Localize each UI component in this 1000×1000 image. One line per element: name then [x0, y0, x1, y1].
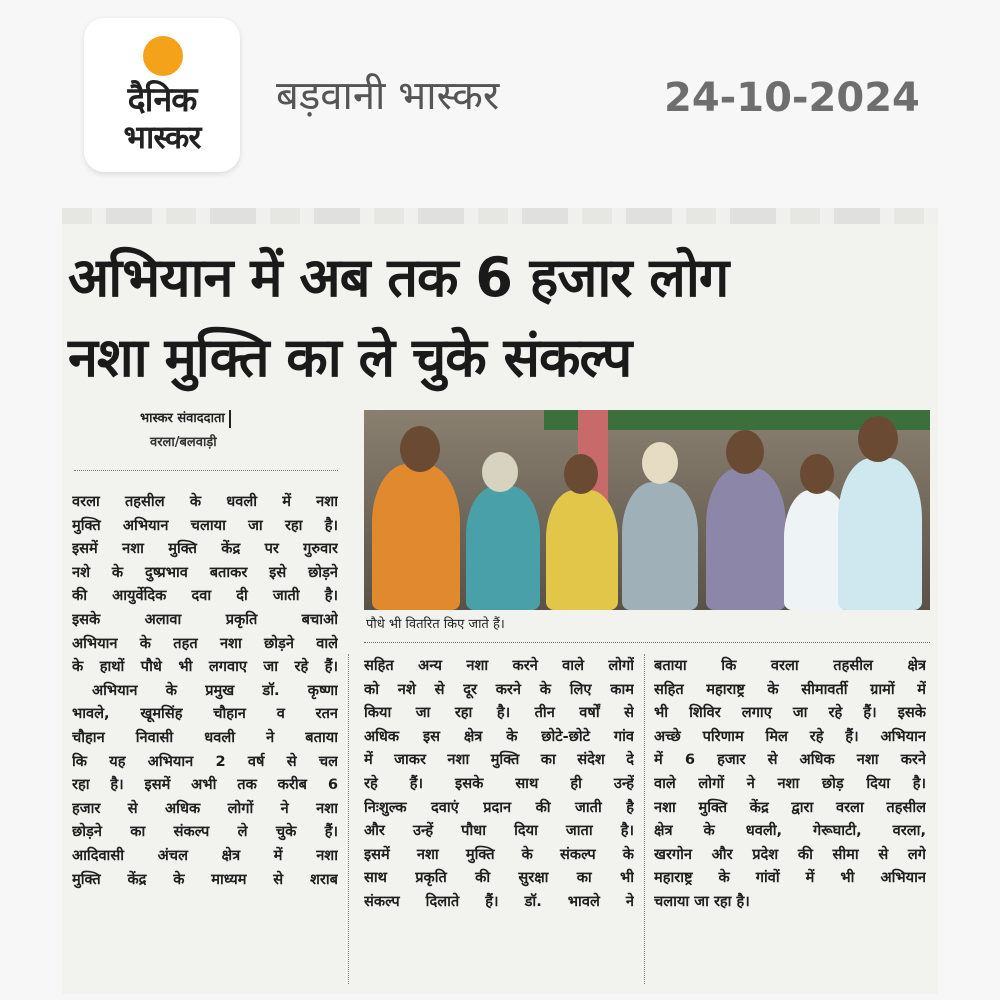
headline-line: नशा मुक्ति का ले चुके संकल्प	[68, 326, 632, 389]
article-photo	[364, 410, 930, 610]
text-line: रहा है। इसमें अभी तक करीब 6	[72, 776, 338, 794]
person-head	[858, 416, 898, 462]
divider	[364, 642, 930, 643]
text-line: अच्छे परिणाम मिल रहे हैं। अभियान	[654, 727, 926, 745]
dateline: वरला/बलवाड़ी	[150, 435, 217, 450]
person-figure	[838, 458, 922, 610]
person-figure	[706, 468, 786, 610]
text-line: बताया कि वरला तहसील क्षेत्र	[654, 657, 926, 674]
logo-text-line1: दैनिक	[127, 80, 197, 120]
text-line: अभियान के प्रमुख डॉ. कृष्णा	[92, 681, 338, 699]
text-line: मुक्ति अभियान चलाया जा रहा है।	[72, 516, 338, 534]
person-figure	[372, 464, 460, 610]
person-figure	[622, 482, 698, 610]
person-figure	[466, 486, 540, 610]
text-line: नशा मुक्ति केंद्र द्वारा वरला तहसील	[654, 798, 926, 816]
text-line: सहित महाराष्ट्र के सीमावर्ती ग्रामों में	[654, 680, 926, 698]
text-line: रहे हैं। इसके साथ ही उन्हें	[364, 774, 634, 792]
text-line: निःशुल्क दवाएं प्रदान की जाती है	[364, 798, 634, 816]
person-head	[726, 430, 764, 474]
text-line: के हाथों पौधे भी लगवाए जा रहे हैं।	[72, 658, 338, 676]
article-column-3	[654, 654, 926, 914]
text-line: की आयुर्वेदिक दवा दी जाती है।	[72, 587, 338, 605]
text-line: महाराष्ट्र के गांवों में भी अभियान	[654, 869, 926, 887]
headline-line: अभियान में अब तक 6 हजार लोग	[68, 246, 729, 309]
edition-title: बड़वानी भास्कर	[276, 73, 500, 119]
text-line: क्षेत्र के धवली, गेरूघाटी, वरला,	[654, 822, 926, 840]
text-line: चलाया जा रहा है।	[654, 892, 750, 910]
text-line: हजार से अधिक लोगों ने नशा	[72, 799, 338, 817]
article-column-1	[72, 490, 338, 891]
person-head	[400, 426, 440, 472]
text-line: किया जा रहा है। तीन वर्षों से	[364, 704, 634, 722]
text-line: को नशे से दूर करने के लिए काम	[364, 680, 634, 698]
text-line: इसमें नशा मुक्ति केंद्र पर गुरुवार	[72, 540, 338, 558]
text-line: इसके अलावा प्रकृति बचाओ	[72, 610, 338, 628]
person-head	[482, 452, 518, 492]
logo-text-line2: भास्कर	[123, 118, 201, 156]
text-line: नशे के दुष्प्रभाव बताकर इसे छोड़ने	[72, 563, 338, 581]
header	[0, 0, 1000, 200]
text-line: खरगोन और प्रदेश की सीमा से लगे	[654, 845, 926, 863]
text-line: और उन्हें पौधा दिया जाता है।	[364, 822, 634, 840]
text-line: में 6 हजार से अधिक नशा करने	[654, 751, 926, 769]
text-line: छोड़ने का संकल्प ले चुके हैं।	[72, 823, 338, 841]
text-line: संकल्प दिलाते हैं। डॉ. भावले ने	[364, 892, 634, 910]
clipping-top-strip	[62, 208, 938, 224]
byline: भास्कर संवाददाता	[140, 410, 231, 428]
text-line: साथ प्रकृति की सुरक्षा का भी	[364, 869, 634, 887]
text-line: कि यह अभियान 2 वर्ष से चल	[72, 752, 338, 770]
article-column-2	[364, 654, 634, 914]
text-line: भावले, खूमसिंह चौहान व रतन	[72, 705, 338, 723]
person-head	[564, 454, 598, 494]
person-head	[642, 442, 678, 484]
text-line: भी शिविर लगाए जा रहे हैं। इसके	[654, 704, 926, 722]
text-line: में जाकर नशा मुक्ति का संदेश दे	[364, 751, 634, 769]
divider	[74, 470, 338, 471]
person-head	[800, 454, 834, 494]
text-line: मुक्ति केंद्र के माध्यम से शराब	[72, 870, 338, 888]
text-line: वाले लोगों ने नशा छोड़ दिया है।	[654, 774, 926, 792]
sun-icon	[143, 36, 183, 76]
edition-date: 24-10-2024	[664, 75, 920, 121]
column-divider	[644, 654, 645, 984]
text-line: सहित अन्य नशा करने वाले लोगों	[364, 657, 634, 674]
person-figure	[546, 490, 618, 610]
column-divider	[348, 654, 349, 984]
photo-caption: पौधे भी वितरित किए जाते हैं।	[366, 617, 505, 632]
text-line: इसमें नशा मुक्ति के संकल्प के	[364, 845, 634, 863]
text-line: अभियान के तहत नशा छोड़ने वाले	[72, 634, 338, 652]
text-line: चौहान निवासी धवली ने बताया	[72, 728, 338, 746]
headline	[68, 238, 928, 398]
newspaper-clipping	[62, 208, 938, 994]
text-line: अधिक इस क्षेत्र के छोटे-छोटे गांव	[364, 727, 634, 745]
text-line: वरला तहसील के धवली में नशा	[72, 493, 338, 510]
dainik-bhaskar-logo	[84, 18, 240, 172]
text-line: आदिवासी अंचल क्षेत्र में नशा	[72, 846, 338, 864]
